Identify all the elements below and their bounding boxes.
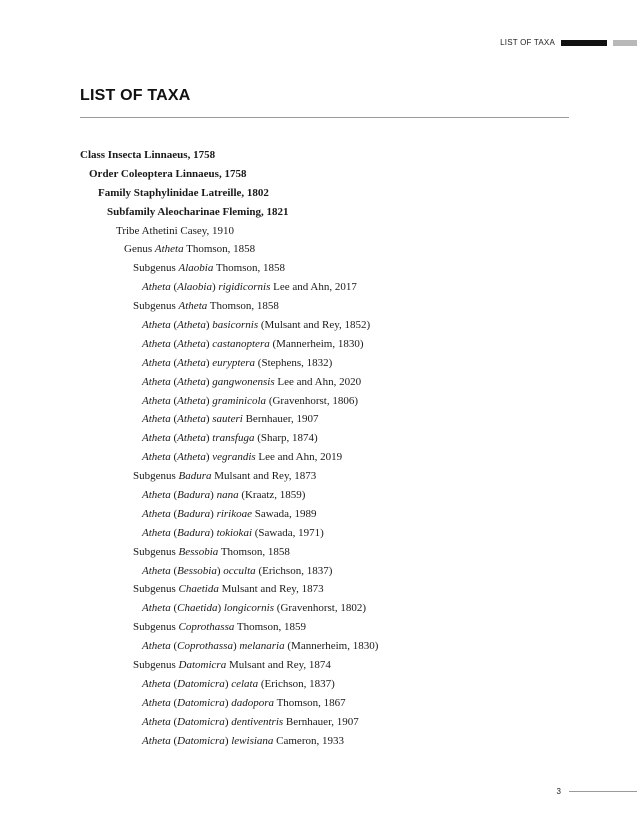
taxon-text: (Mulsant and Rey, 1852) — [258, 319, 371, 332]
taxon-name-italic: vegrandis — [212, 451, 256, 464]
taxon-entry — [80, 222, 580, 241]
taxon-name-italic: Atheta — [142, 319, 171, 332]
taxon-text: ) — [217, 602, 224, 615]
taxon-name-italic: Atheta — [142, 507, 171, 520]
taxon-entry — [80, 486, 580, 505]
taxon-text: Thomson, 1858 — [207, 300, 279, 313]
taxon-name-italic: celata — [231, 677, 259, 690]
taxon-entry — [80, 505, 580, 524]
taxon-name-italic: Atheta — [177, 319, 206, 332]
taxon-text: ( — [170, 337, 178, 350]
taxon-name-italic: Atheta — [142, 734, 171, 747]
taxon-text: ( — [170, 734, 178, 747]
taxon-name-italic: Chaetida — [177, 602, 218, 615]
page-title: LIST OF TAXA — [80, 87, 191, 104]
taxon-text: ) — [211, 281, 219, 294]
taxon-name-italic: Datomicra — [177, 696, 225, 709]
taxon-text: ) — [205, 451, 213, 464]
taxon-text: Thomson, 1867 — [274, 696, 346, 709]
taxon-name-italic: melanaria — [239, 640, 285, 653]
taxon-name-italic: Atheta — [142, 489, 171, 502]
taxon-text: Subgenus — [133, 583, 179, 596]
taxon-text: (Mannerheim, 1830) — [284, 640, 379, 653]
taxon-entry — [80, 410, 580, 429]
taxon-text: Class Insecta Linnaeus, 1758 — [80, 149, 216, 161]
taxon-text: Subfamily Aleocharinae Fleming, 1821 — [107, 205, 289, 218]
taxon-text: Lee and Ahn, 2017 — [270, 281, 357, 294]
taxon-text: Sawada, 1989 — [252, 507, 317, 520]
taxon-name-italic: Atheta — [177, 394, 206, 407]
page-footer — [557, 787, 637, 796]
taxon-name-italic: graminicola — [212, 394, 267, 407]
taxon-text: Thomson, 1858 — [213, 262, 285, 275]
taxon-text: ) — [210, 489, 217, 502]
footer-rule — [569, 791, 637, 792]
taxon-name-italic: lewisiana — [231, 734, 274, 747]
taxon-text: ( — [170, 451, 178, 464]
taxon-entry — [80, 637, 580, 656]
taxon-name-italic: Atheta — [177, 337, 206, 350]
taxon-name-italic: Datomicra — [177, 734, 225, 747]
taxon-name-italic: ririkoae — [216, 507, 253, 520]
taxon-name-italic: Atheta — [142, 375, 171, 388]
taxon-name-italic: rigidicornis — [218, 281, 271, 294]
taxon-name-italic: basicornis — [212, 319, 259, 332]
taxon-name-italic: Atheta — [142, 337, 171, 350]
taxon-entry — [80, 599, 580, 618]
taxon-name-italic: sauteri — [212, 413, 243, 426]
taxon-text: ) — [216, 564, 224, 577]
taxon-name-italic: Atheta — [177, 413, 206, 426]
taxon-name-italic: Atheta — [142, 356, 171, 369]
taxon-entry — [80, 335, 580, 354]
taxon-name-italic: gangwonensis — [212, 375, 275, 388]
title-divider — [80, 117, 569, 118]
taxon-name-italic: Atheta — [142, 696, 171, 709]
taxon-text: ( — [170, 715, 178, 728]
taxon-text: Mulsant and Rey, 1873 — [211, 470, 317, 483]
taxon-text: ( — [170, 640, 178, 653]
taxon-entry — [80, 618, 580, 637]
taxon-text: ) — [210, 526, 217, 539]
taxon-name-italic: Atheta — [142, 715, 171, 728]
taxon-text: ( — [170, 375, 178, 388]
taxon-entry — [80, 562, 580, 581]
taxon-text: Subgenus — [133, 262, 179, 275]
running-head-bar-dark — [561, 40, 607, 46]
taxon-name-italic: Atheta — [142, 281, 171, 294]
taxon-name-italic: Badura — [177, 507, 211, 520]
taxon-text: ) — [205, 432, 213, 445]
taxon-text: ( — [170, 602, 178, 615]
taxon-entry — [80, 524, 580, 543]
taxon-name-italic: castanoptera — [212, 337, 270, 350]
taxon-name-italic: Atheta — [142, 564, 171, 577]
taxon-name-italic: Coprothassa — [177, 640, 233, 653]
taxon-entry — [80, 259, 580, 278]
taxon-text: Order Coleoptera Linnaeus, 1758 — [89, 167, 247, 180]
taxon-text: (Erichson, 1837) — [258, 677, 335, 690]
taxon-name-italic: Datomicra — [177, 715, 225, 728]
taxon-text: ( — [170, 526, 178, 539]
taxon-name-italic: dadopora — [231, 696, 275, 709]
taxon-name-italic: Atheta — [142, 640, 171, 653]
taxon-text: ) — [205, 394, 213, 407]
taxon-entry — [80, 354, 580, 373]
taxon-name-italic: longicornis — [223, 602, 275, 615]
taxon-entry — [80, 694, 580, 713]
taxon-name-italic: tokiokai — [216, 526, 252, 539]
taxon-text: (Kraatz, 1859) — [238, 489, 306, 502]
taxon-text: (Mannerheim, 1830) — [269, 337, 364, 350]
taxon-text: ) — [210, 507, 217, 520]
taxon-name-italic: occulta — [223, 564, 256, 577]
taxon-text: Genus — [124, 243, 155, 256]
taxon-text: Tribe Athetini Casey, 1910 — [116, 224, 235, 237]
taxon-text: Lee and Ahn, 2020 — [274, 375, 362, 388]
taxon-name-italic: euryptera — [212, 356, 256, 369]
taxon-name-italic: Datomicra — [178, 659, 227, 672]
taxon-text: Subgenus — [133, 300, 179, 313]
taxon-entry — [80, 146, 580, 165]
page-number: 3 — [556, 787, 561, 796]
taxon-text: Mulsant and Rey, 1874 — [226, 659, 331, 672]
taxon-entry — [80, 429, 580, 448]
taxon-name-italic: transfuga — [212, 432, 255, 445]
taxon-text: ( — [170, 319, 178, 332]
taxon-entry — [80, 316, 580, 335]
taxa-list — [80, 146, 580, 751]
taxon-text: ( — [170, 356, 178, 369]
taxon-entry — [80, 203, 580, 222]
taxon-text: Family Staphylinidae Latreille, 1802 — [98, 186, 269, 199]
taxon-text: (Stephens, 1832) — [255, 356, 333, 369]
taxon-text: Subgenus — [133, 545, 179, 558]
taxon-text: ) — [205, 413, 213, 426]
taxon-name-italic: dentiventris — [231, 715, 284, 728]
taxon-name-italic: Atheta — [142, 432, 171, 445]
taxon-text: Bernhauer, 1907 — [242, 413, 319, 426]
taxon-name-italic: Alaobia — [178, 262, 214, 275]
taxon-name-italic: Atheta — [177, 432, 206, 445]
taxon-text: ) — [205, 337, 213, 350]
taxon-text: ( — [170, 696, 178, 709]
taxon-text: ) — [205, 356, 213, 369]
taxon-name-italic: Datomicra — [177, 677, 225, 690]
taxon-entry — [80, 713, 580, 732]
taxon-text: Lee and Ahn, 2019 — [255, 451, 343, 464]
taxon-entry — [80, 448, 580, 467]
taxon-text: ( — [170, 564, 178, 577]
taxon-text: (Gravenhorst, 1802) — [274, 602, 366, 615]
taxon-name-italic: Atheta — [142, 602, 171, 615]
taxon-text: ( — [170, 489, 178, 502]
taxon-text: ) — [224, 696, 232, 709]
taxon-name-italic: Badura — [177, 526, 211, 539]
taxon-entry — [80, 580, 580, 599]
taxon-text: (Sharp, 1874) — [254, 432, 318, 445]
taxon-name-italic: Atheta — [142, 394, 171, 407]
taxon-name-italic: Atheta — [178, 300, 208, 313]
taxon-name-italic: Chaetida — [178, 583, 219, 596]
taxon-text: (Sawada, 1971) — [252, 526, 324, 539]
taxon-entry — [80, 165, 580, 184]
taxon-text: Thomson, 1858 — [183, 243, 256, 256]
taxon-name-italic: Alaobia — [177, 281, 212, 294]
taxon-entry — [80, 467, 580, 486]
taxon-entry — [80, 656, 580, 675]
taxon-entry — [80, 732, 580, 751]
taxon-entry — [80, 373, 580, 392]
taxon-text: Subgenus — [133, 621, 179, 634]
taxon-text: ) — [224, 715, 232, 728]
taxon-text: (Erichson, 1837) — [255, 564, 333, 577]
taxon-name-italic: Badura — [177, 489, 211, 502]
taxon-name-italic: Atheta — [177, 451, 206, 464]
taxon-name-italic: Badura — [178, 470, 212, 483]
taxon-text: Mulsant and Rey, 1873 — [218, 583, 324, 596]
taxon-entry — [80, 392, 580, 411]
taxon-text: Subgenus — [133, 470, 179, 483]
taxon-text: ( — [170, 413, 178, 426]
running-head-title: LIST OF TAXA — [500, 38, 555, 47]
taxon-name-italic: Bessobia — [178, 545, 219, 558]
taxon-name-italic: nana — [216, 489, 239, 502]
running-head — [500, 38, 637, 47]
taxon-text: ) — [224, 734, 232, 747]
taxon-entry — [80, 240, 580, 259]
taxon-entry — [80, 543, 580, 562]
taxon-text: ( — [170, 281, 178, 294]
taxon-name-italic: Atheta — [177, 375, 206, 388]
taxon-text: ( — [170, 507, 178, 520]
taxon-name-italic: Atheta — [142, 677, 171, 690]
taxon-text: Thomson, 1859 — [234, 621, 306, 634]
taxon-text: ( — [170, 432, 178, 445]
taxon-name-italic: Bessobia — [177, 564, 217, 577]
taxon-name-italic: Atheta — [142, 526, 171, 539]
taxon-entry — [80, 675, 580, 694]
taxon-name-italic: Atheta — [142, 413, 171, 426]
taxon-name-italic: Atheta — [154, 243, 184, 256]
taxon-entry — [80, 278, 580, 297]
taxon-text: ) — [224, 677, 232, 690]
taxon-entry — [80, 184, 580, 203]
taxon-text: ) — [205, 319, 213, 332]
taxon-name-italic: Atheta — [177, 356, 206, 369]
taxon-text: Thomson, 1858 — [218, 545, 290, 558]
taxon-text: (Gravenhorst, 1806) — [266, 394, 359, 407]
taxon-text: ( — [170, 394, 178, 407]
taxon-name-italic: Atheta — [142, 451, 171, 464]
taxon-text: ) — [232, 640, 240, 653]
taxon-name-italic: Coprothassa — [178, 621, 235, 634]
taxon-text: Bernhauer, 1907 — [283, 715, 359, 728]
running-head-bar-gray — [613, 40, 637, 46]
taxon-text: Cameron, 1933 — [273, 734, 344, 747]
taxon-entry — [80, 297, 580, 316]
taxon-text: ( — [170, 677, 178, 690]
taxon-text: ) — [205, 375, 213, 388]
taxon-text: Subgenus — [133, 659, 179, 672]
